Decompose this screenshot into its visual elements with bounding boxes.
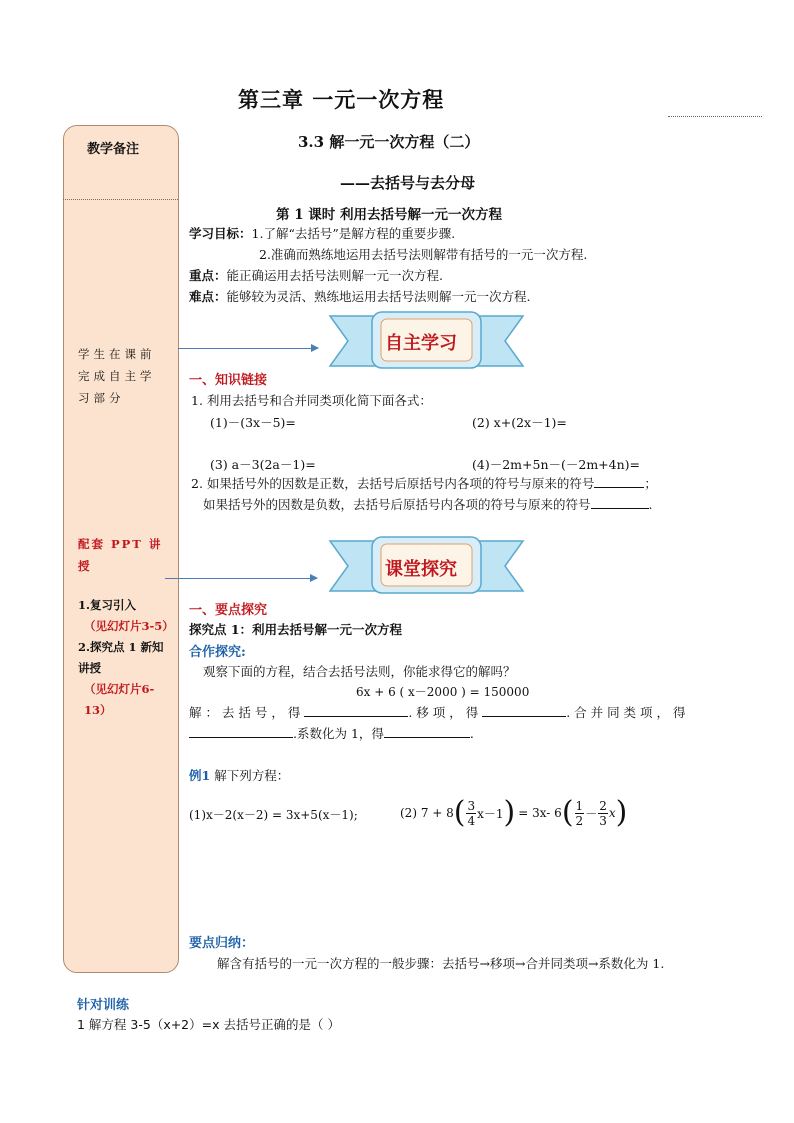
summary-heading: 要点归纳： [189, 936, 255, 951]
given-equation: 6x + 6 ( x－2000 ) = 150000 [356, 685, 530, 699]
sidebar-ppt-list [78, 595, 174, 721]
sidebar-header: 教学备注 [87, 142, 140, 157]
paren-close: ) [503, 795, 516, 830]
objective-2: 2.准确而熟练地运用去括号法则解带有括号的一元一次方程. [259, 247, 588, 262]
example-line [189, 766, 289, 784]
paren-open: ( [453, 795, 466, 830]
answer-blank[interactable] [304, 704, 408, 717]
arrow-to-class-explore [165, 578, 317, 579]
eq2-end: x [608, 806, 616, 820]
fraction-denominator: 2 [575, 813, 584, 828]
difficulty-point [189, 287, 531, 305]
fraction-numerator: 1 [575, 798, 584, 813]
expression-2: (2) x+(2x－1)= [472, 415, 567, 430]
sidebar-divider [63, 199, 178, 200]
sol-step-2: . 移 项 ， 得 [408, 705, 479, 720]
summary-text: 解含有括号的一元一次方程的一般步骤：去括号→移项→合并同类项→系数化为 1. [217, 956, 665, 971]
self-study-banner [328, 310, 525, 372]
answer-blank[interactable] [482, 704, 566, 717]
fraction-denominator: 3 [599, 813, 607, 828]
fraction [466, 799, 476, 828]
q2a-text: 2. 如果括号外的因数是正数，去括号后原括号内各项的符号与原来的符号 [191, 476, 595, 491]
practice-heading: 针对训练 [77, 998, 130, 1013]
cooperate-label: 合作探究: [189, 645, 246, 660]
sidebar-note-ppt: 配套 PPT 讲授 [78, 537, 163, 573]
knowledge-heading: 一、知识链接 [189, 373, 268, 388]
observe-text: 观察下面的方程，结合去括号法则，你能求得它的解吗？ [203, 664, 516, 679]
sol-step-3: . 合 并 同 类 项 ， 得 [566, 705, 686, 720]
sol-step-1: 解 ： 去 括 号 ， 得 [189, 705, 301, 720]
solution-line-2 [189, 724, 474, 742]
example-equation-1: (1)x－2(x－2) = 3x+5(x－1); [189, 808, 358, 822]
sol-step-5: . [469, 726, 474, 741]
sidebar-note-self-study: 学生在课前完成自主学习部分 [78, 347, 156, 405]
objectives-label: 学习目标： [189, 226, 252, 241]
sidebar-ppt-item: （见幻灯片6-13） [84, 682, 155, 717]
example-label: 例1 [189, 768, 211, 783]
fraction [598, 799, 608, 828]
expression-3: (3) a－3(2a－1)= [210, 457, 316, 472]
difficulty-label: 难点： [189, 289, 227, 304]
paren-open: ( [561, 795, 574, 830]
expression-4: (4)－2m+5n－(－2m+4n)= [472, 457, 640, 472]
class-explore-banner [328, 535, 525, 597]
eq2-equals: = 3x- 6 [518, 806, 562, 820]
sidebar-ppt-item: 1.复习引入 [78, 598, 137, 612]
key-text: 能正确运用去括号法则解一元一次方程. [226, 268, 443, 283]
answer-blank[interactable] [189, 725, 293, 738]
sidebar-ppt-item: （见幻灯片3-5） [84, 619, 174, 633]
section-title: 3.3 解一元一次方程（二） [298, 133, 480, 151]
self-study-label: 自主学习 [385, 333, 457, 354]
solution-line-1 [189, 703, 685, 721]
answer-blank[interactable] [594, 475, 644, 488]
q2a-end: ； [644, 476, 657, 491]
fraction-numerator: 3 [467, 798, 476, 813]
fraction [575, 799, 585, 828]
knowledge-q1: 1. 利用去括号和合并同类项化简下面各式： [191, 393, 432, 408]
chapter-title: 第三章 一元一次方程 [238, 87, 445, 112]
objective-line-1 [189, 224, 455, 242]
practice-q1: 1 解方程 3-5（x+2）=x 去括号正确的是（ ） [77, 1017, 340, 1032]
eq2-mid: x－1 [477, 806, 504, 821]
arrow-to-self-study [178, 348, 318, 349]
header-dotted-rule [668, 116, 762, 117]
answer-blank[interactable] [384, 725, 470, 738]
answer-blank[interactable] [591, 496, 649, 509]
key-label: 重点： [189, 268, 227, 283]
sol-step-4: .系数化为 1，得 [293, 726, 384, 741]
knowledge-q2b [203, 495, 653, 513]
paren-close: ) [615, 795, 628, 830]
fraction-denominator: 4 [467, 813, 476, 828]
sidebar-ppt-item: 2.探究点 1 新知讲授 [78, 640, 164, 675]
expression-1: (1)－(3x－5)= [210, 415, 296, 430]
example-text: 解下列方程： [214, 768, 290, 783]
objective-1: 1.了解“去括号”是解方程的重要步骤. [251, 226, 456, 241]
lesson-title: 第 1 课时 利用去括号解一元一次方程 [276, 207, 502, 223]
class-explore-label: 课堂探究 [385, 559, 457, 580]
fraction-numerator: 2 [599, 798, 607, 813]
example-equation-2: (2) 7 + 8 ( $\frac{3}{4}$ x－1 ) = 3x- 6 ( $\frac{1}{2}$ － $\frac{2}{3}$ x ) [400, 795, 628, 830]
key-point [189, 266, 443, 284]
eq2-prefix: (2) 7 + 8 [400, 806, 454, 820]
explore-point: 探究点 1：利用去括号解一元一次方程 [189, 622, 403, 637]
explore-heading: 一、要点探究 [189, 603, 268, 618]
q2b-end: . [648, 497, 653, 512]
difficulty-text: 能够较为灵活、熟练地运用去括号法则解一元一次方程. [226, 289, 531, 304]
q2b-text: 如果括号外的因数是负数，去括号后原括号内各项的符号与原来的符号 [203, 497, 591, 512]
section-subtitle: ——去括号与去分母 [340, 174, 476, 192]
knowledge-q2a [191, 474, 657, 492]
